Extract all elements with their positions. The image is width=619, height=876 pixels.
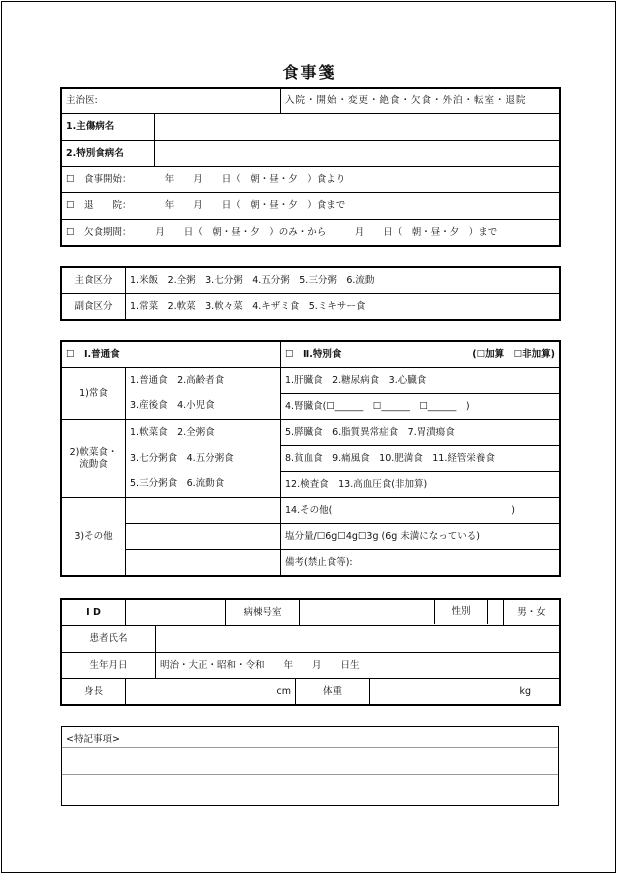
main-staple-label: 主食区分	[62, 268, 126, 294]
notes-line[interactable]	[62, 774, 558, 805]
staple-table	[61, 267, 560, 320]
special-disease-field[interactable]	[155, 141, 560, 167]
dob-field[interactable]: 明治・大正・昭和・令和 年 月 日生	[156, 653, 560, 679]
other-special-label: 14.その他(	[285, 504, 333, 516]
main-disease-label: 1.主傷病名	[62, 114, 155, 141]
normal-diet-header[interactable]: ☐ Ⅰ.普通食	[62, 342, 281, 368]
discharge-row[interactable]: ☐ 退 院： 年 月 日（ 朝・昼・夕 ）食まで	[62, 193, 560, 220]
height-field[interactable]	[126, 679, 296, 705]
page-title: 食事箋	[282, 63, 337, 82]
height-label: 身長	[62, 679, 126, 705]
height-unit: cm	[276, 685, 291, 697]
other-field-2[interactable]	[126, 524, 281, 550]
weight-unit: kg	[519, 685, 532, 697]
id-field[interactable]	[126, 600, 226, 626]
other-diet-label: 3)その他	[62, 498, 126, 576]
side-dish-options[interactable]: 1.常菜 2.軟菜 3.軟々菜 4.キザミ食 5.ミキサー食	[126, 294, 560, 320]
remarks-field[interactable]: 備考(禁止食等):	[281, 550, 560, 576]
other-field-1[interactable]	[126, 498, 281, 524]
special-options-5[interactable]: 12.検査食 13.高血圧食(非加算)	[281, 472, 560, 498]
notes-label: <特記事項>	[66, 734, 120, 745]
soft-options-1[interactable]: 1.軟菜食 2.全粥食	[126, 420, 281, 446]
notes-box[interactable]	[61, 726, 559, 806]
other-field-3[interactable]	[126, 550, 281, 576]
meal-start-row[interactable]: ☐ 食事開始： 年 月 日（ 朝・昼・夕 ）食より	[62, 167, 560, 193]
special-diet-header[interactable]	[281, 342, 560, 368]
notes-line[interactable]	[62, 747, 558, 774]
special-options-4[interactable]: 8.貧血食 9.痛風食 10.肥満食 11.経管栄養食	[281, 446, 560, 472]
fasting-row[interactable]: ☐ 欠食期間： 月 日（ 朝・昼・夕 ）のみ・から 月 日（ 朝・昼・夕 ）まで	[62, 220, 560, 246]
regular-options-2[interactable]: 3.産後食 4.小児食	[126, 394, 281, 420]
special-options-6[interactable]	[281, 498, 560, 524]
soft-options-2[interactable]: 3.七分粥食 4.五分粥食	[126, 446, 281, 472]
side-dish-label: 副食区分	[62, 294, 126, 320]
ward-label: 病棟号室	[226, 600, 300, 626]
weight-label: 体重	[296, 679, 370, 705]
doctor-field[interactable]: 主治医:	[62, 89, 281, 114]
name-label: 患者氏名	[62, 626, 156, 653]
salt-amount[interactable]: 塩分量/☐6g☐4g☐3g (6g 未満になっている)	[281, 524, 560, 550]
sex-options-text: 男・女	[517, 606, 546, 618]
order-info-table	[61, 88, 560, 246]
diet-table	[61, 341, 560, 576]
special-diet-label: ☐ Ⅱ.特別食	[285, 348, 342, 360]
special-options-1[interactable]: 1.肝臓食 2.糖尿病食 3.心臓食	[281, 368, 560, 394]
main-disease-field[interactable]	[155, 114, 560, 141]
regular-diet-label: 1)常食	[62, 368, 126, 420]
soft-diet-label: 2)軟菜食・流動食	[62, 420, 126, 498]
status-options[interactable]: 入院・開始・変更・絶食・欠食・外泊・転室・退院	[281, 89, 560, 114]
name-field[interactable]	[156, 626, 560, 653]
id-label: I D	[62, 600, 126, 626]
other-special-close: )	[511, 504, 516, 516]
sex-label: 性別	[434, 600, 488, 624]
weight-field[interactable]	[370, 679, 560, 705]
sex-options[interactable]	[504, 600, 560, 626]
dob-label: 生年月日	[62, 653, 156, 679]
notes-lines	[62, 747, 558, 805]
main-staple-options[interactable]: 1.米飯 2.全粥 3.七分粥 4.五分粥 5.三分粥 6.流動	[126, 268, 560, 294]
special-options-3[interactable]: 5.膵臓食 6.脂質異常症食 7.胃潰瘍食	[281, 420, 560, 446]
special-disease-label: 2.特別食病名	[62, 141, 155, 167]
special-options-2[interactable]: 4.腎臓食(☐______ ☐______ ☐______ )	[281, 394, 560, 420]
soft-options-3[interactable]: 5.三分粥食 6.流動食	[126, 472, 281, 498]
regular-options-1[interactable]: 1.普通食 2.高齢者食	[126, 368, 281, 394]
addon-options[interactable]: (☐加算 ☐非加算)	[472, 348, 556, 360]
